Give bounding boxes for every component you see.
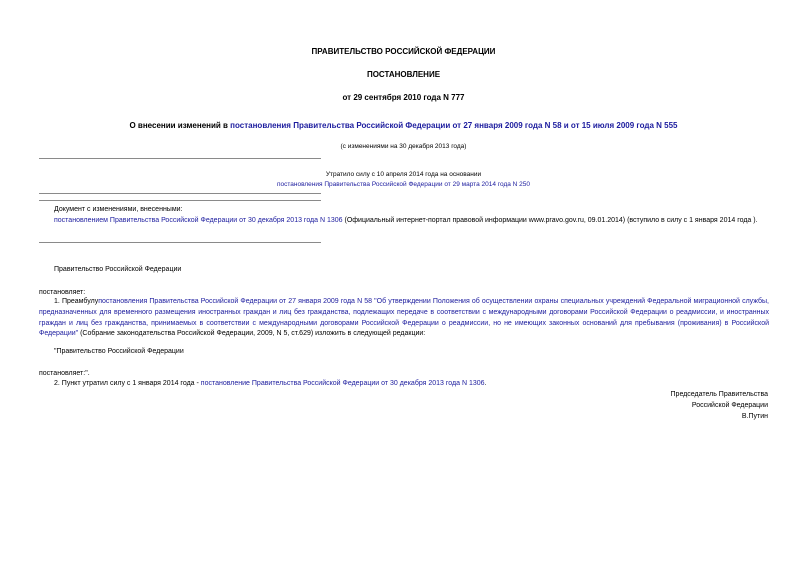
- signature-name: В.Путин: [741, 413, 768, 420]
- changes-intro: Документ с изменениями, внесенными:: [54, 206, 183, 213]
- quote-decrees-line: постановляет:".: [39, 370, 90, 377]
- decrees-line: постановляет:: [39, 289, 86, 296]
- paragraph-2: [54, 380, 486, 387]
- divider: [39, 158, 321, 159]
- expired-link[interactable]: постановления Правительства Российской Федерации от 29 марта 2014 года N 250: [276, 181, 531, 188]
- paragraph-2-end: .: [484, 380, 487, 387]
- gov-line: Правительство Российской Федерации: [54, 266, 182, 273]
- paragraph-2-start: 2. Пункт утратил силу с 1 января 2014 года -: [54, 380, 201, 387]
- document-title: [0, 121, 807, 130]
- changes-link[interactable]: постановлением Правительства Российской Федерации от 30 декабря 2013 года N 1306: [54, 217, 343, 224]
- amended-note: (с изменениями на 30 декабря 2013 года): [340, 143, 467, 150]
- paragraph-1-link[interactable]: постановления Правительства Российской Федерации от 27 января 2009 года N 58 "Об утверждении Положения об осуществлении охраны специальных учреждений Федеральной миграционной службы, предназначенных для временного размещения иностранных граждан и лиц без гражданства, подлежащих передаче в соответствии с международными договорами Российской Федерации о реадмиссии, и иностранных граждан и лиц без гражданства, принимаемых в соответствии с международными договорами Российской Федерации о реадмиссии, но не имеющих законных оснований для пребывания (проживания) в Российской Федерации": [39, 298, 769, 338]
- divider: [39, 193, 321, 194]
- changes-rest: (Официальный интернет-портал правовой информации www.pravo.gov.ru, 09.01.2014) (вступило в силу с 1 января 2014 года ).: [342, 217, 758, 224]
- paragraph-1-start: 1. Преамбулу: [54, 298, 99, 305]
- expired-note: Утратило силу с 10 апреля 2014 года на основании: [325, 171, 482, 178]
- signature-position: Председатель Правительства: [670, 391, 768, 398]
- document-type-heading: ПОСТАНОВЛЕНИЕ: [366, 70, 441, 79]
- government-heading: ПРАВИТЕЛЬСТВО РОССИЙСКОЙ ФЕДЕРАЦИИ: [311, 47, 496, 56]
- title-prefix: О внесении изменений в: [129, 121, 231, 130]
- paragraph-1: [39, 297, 769, 340]
- paragraph-2-link[interactable]: постановление Правительства Российской Федерации от 30 декабря 2013 года N 1306: [200, 380, 485, 387]
- divider: [39, 200, 321, 201]
- divider: [39, 242, 321, 243]
- paragraph-1-end: (Собрание законодательства Российской Федерации, 2009, N 5, ст.629) изложить в следующей редакции:: [78, 330, 426, 338]
- date-number-heading: от 29 сентября 2010 года N 777: [342, 93, 465, 102]
- changes-paragraph: [39, 216, 769, 227]
- title-link[interactable]: постановления Правительства Российской Федерации от 27 января 2009 года N 58 и от 15 июля 2009 года N 555: [230, 121, 678, 130]
- quote-gov-line: "Правительство Российской Федерации: [54, 348, 184, 355]
- signature-position-2: Российской Федерации: [691, 402, 768, 409]
